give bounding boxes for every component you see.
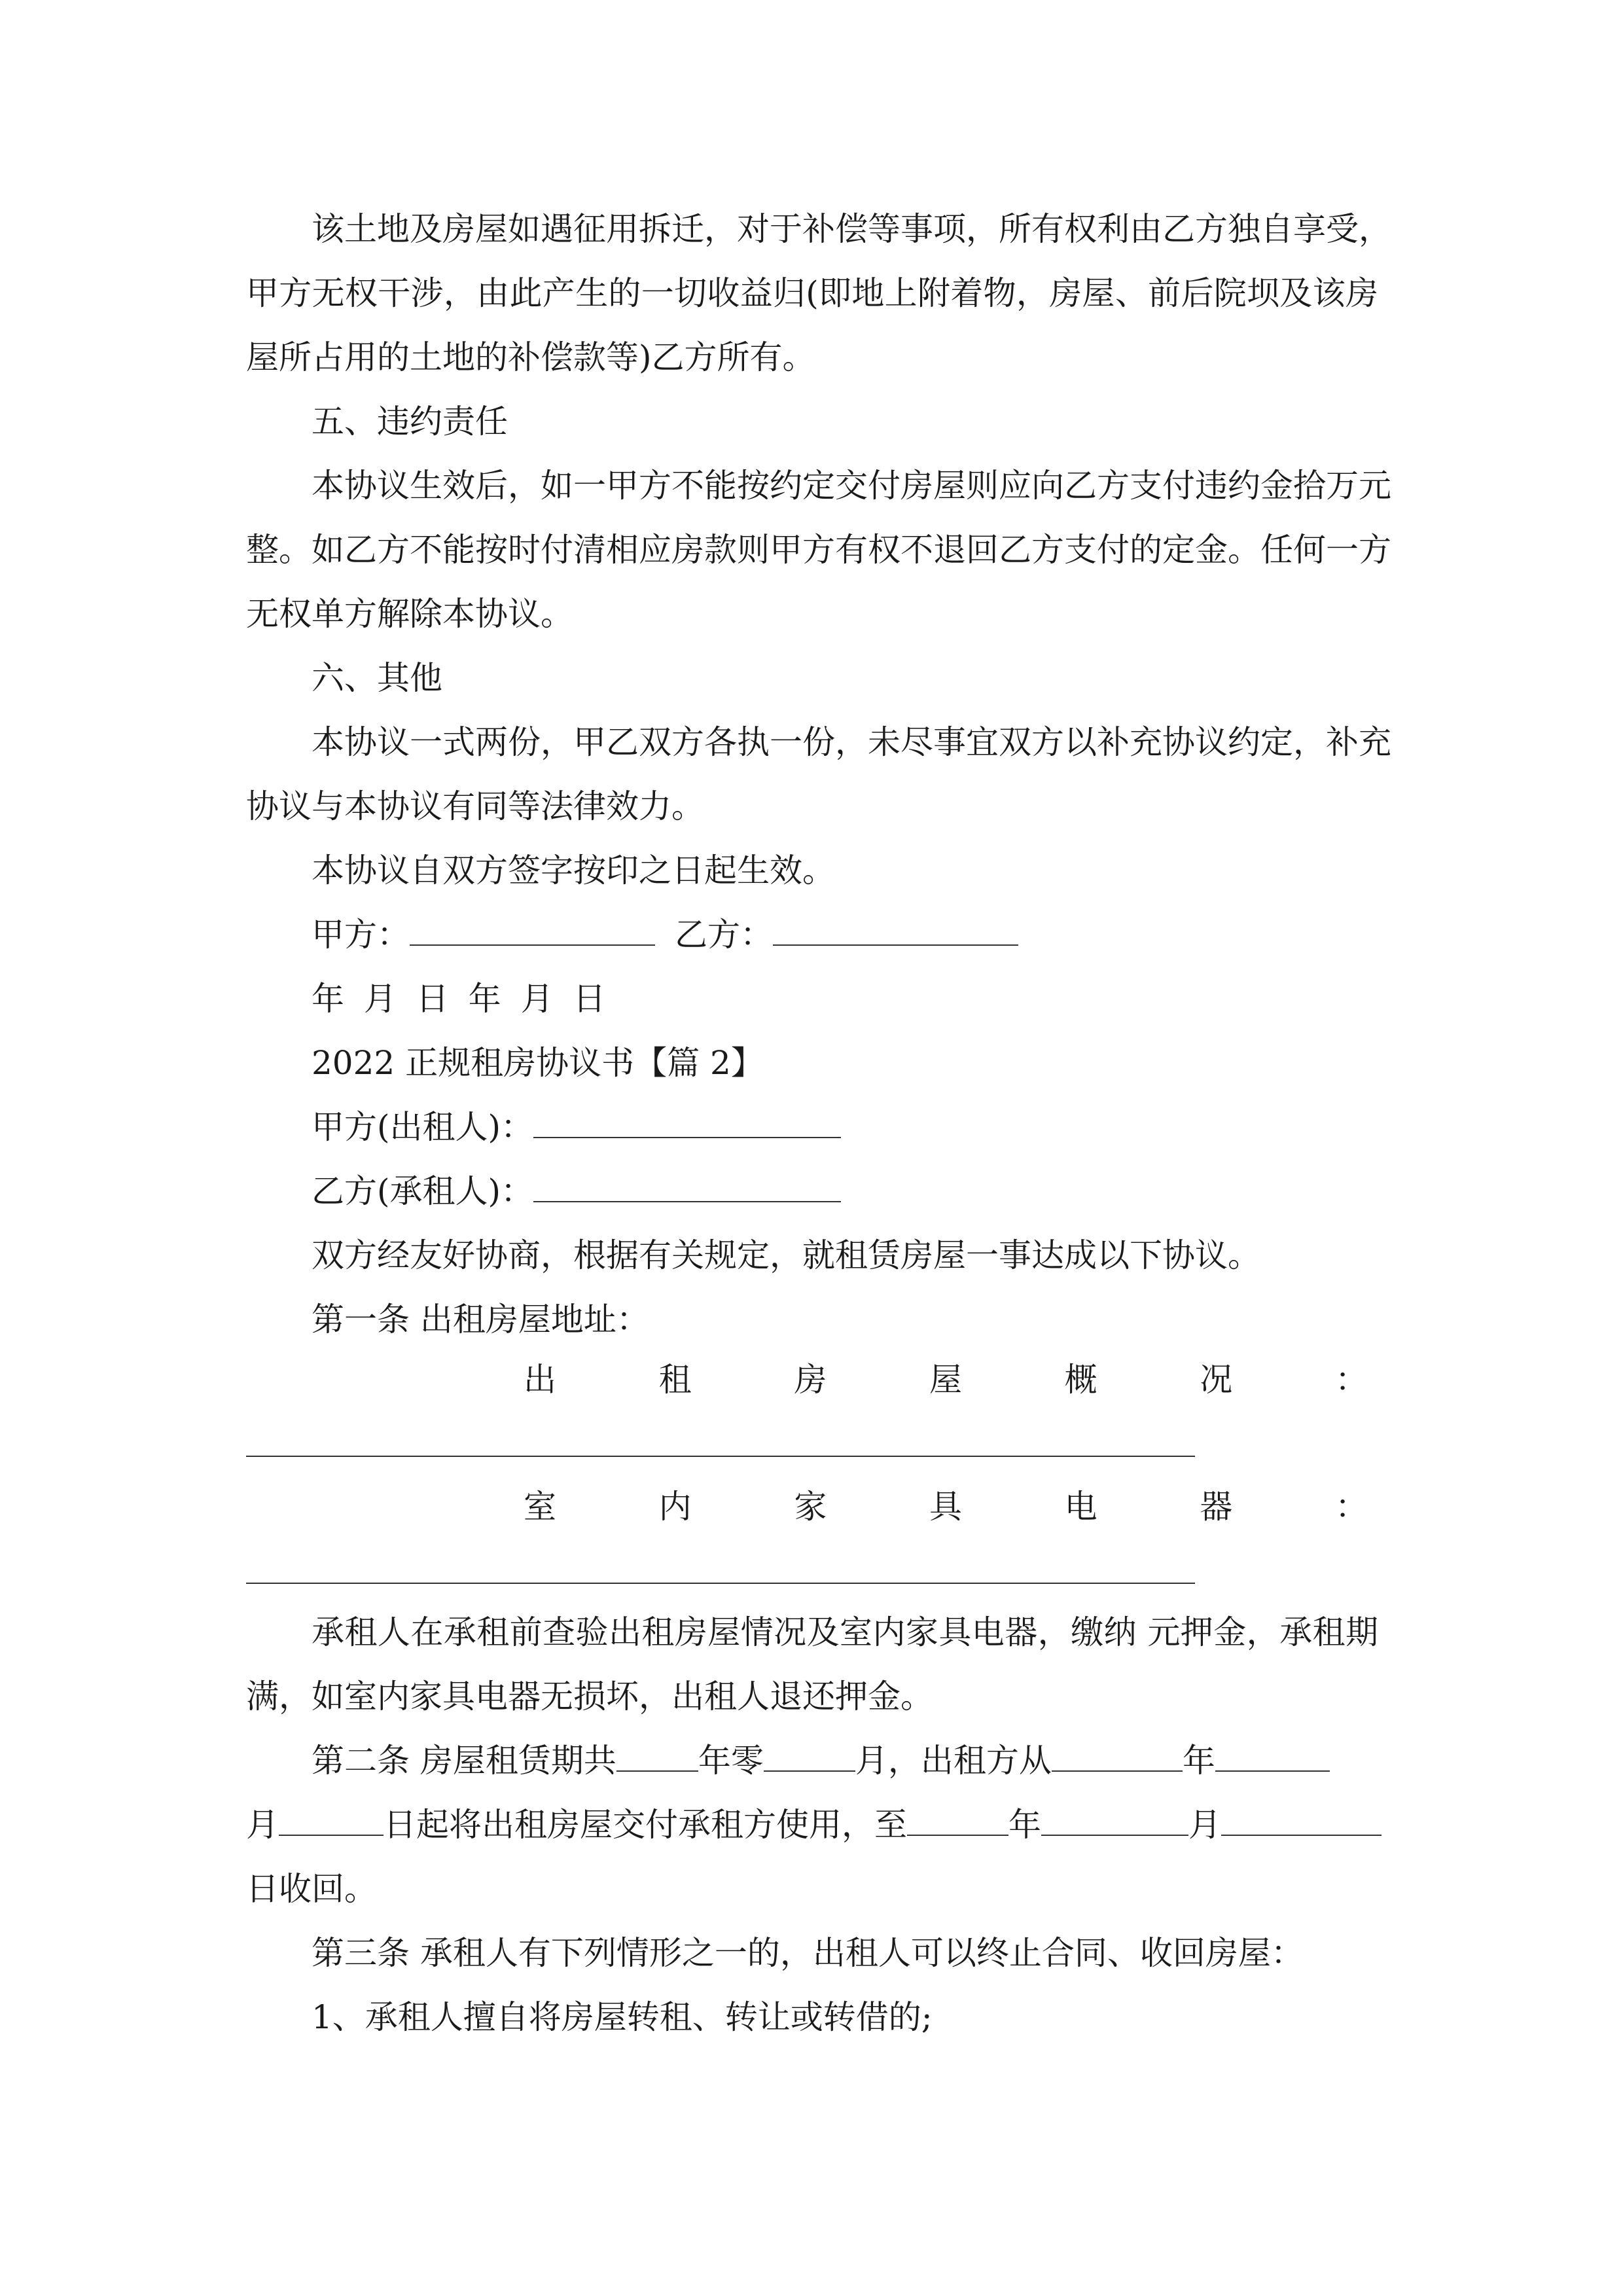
lessee-label: 乙方(承租人)： xyxy=(312,1172,534,1210)
spread-char: 概 xyxy=(1064,1361,1097,1399)
lessee-line xyxy=(312,1172,1378,1211)
spread-char: 出 xyxy=(524,1361,556,1399)
spread-char: 家 xyxy=(794,1488,827,1526)
spread-char: ： xyxy=(1334,1488,1368,1526)
text-span: 年零 xyxy=(698,1742,764,1780)
paragraph-line: 该土地及房屋如遇征用拆迁，对于补偿等事项，所有权利由乙方独自享受， xyxy=(312,210,1391,248)
paragraph-line: 承租人在承租前查验出租房屋情况及室内家具电器，缴纳 元押金，承租期 xyxy=(312,1613,1378,1651)
text-span: 年 xyxy=(1182,1742,1215,1780)
text-span: 第二条 房屋租赁期共 xyxy=(312,1742,616,1780)
party-b-blank[interactable] xyxy=(773,916,1018,946)
paragraph-line: 无权单方解除本协议。 xyxy=(246,595,573,633)
lessor-line xyxy=(312,1107,1378,1147)
overview-label xyxy=(524,1360,1368,1399)
text-span: 月 xyxy=(246,1806,279,1844)
spread-char: 租 xyxy=(658,1361,692,1399)
paragraph-line: 满，如室内家具电器无损坏，出租人退还押金。 xyxy=(246,1677,933,1715)
spread-char: 室 xyxy=(524,1488,556,1526)
start-month-blank[interactable] xyxy=(1215,1742,1330,1772)
lessor-label: 甲方(出租人)： xyxy=(312,1108,534,1146)
section-heading: 五、违约责任 xyxy=(312,403,508,440)
lessor-blank[interactable] xyxy=(533,1108,841,1138)
signature-line xyxy=(312,915,1378,954)
article-heading: 第一条 出租房屋地址： xyxy=(312,1300,649,1338)
paragraph-line: 本协议生效后，如一甲方不能按约定交付房屋则应向乙方支付违约金拾万元 xyxy=(312,467,1391,505)
start-year-blank[interactable] xyxy=(1052,1742,1183,1772)
spread-char: 内 xyxy=(658,1488,692,1526)
paragraph-line: 双方经友好协商，根据有关规定，就租赁房屋一事达成以下协议。 xyxy=(312,1236,1260,1274)
party-a-blank[interactable] xyxy=(410,916,655,946)
text-span: 月 xyxy=(1188,1806,1221,1844)
section-heading: 六、其他 xyxy=(312,659,442,697)
text-span: 日起将出租房屋交付承租方使用，至 xyxy=(383,1806,907,1844)
spread-char: 电 xyxy=(1064,1488,1097,1526)
start-day-blank[interactable] xyxy=(279,1806,383,1836)
spread-char: 况 xyxy=(1200,1361,1233,1399)
end-day-blank[interactable] xyxy=(1221,1806,1382,1836)
spread-char: 房 xyxy=(794,1361,827,1399)
paragraph-line: 屋所占用的土地的补偿款等)乙方所有。 xyxy=(246,338,815,376)
paragraph-line: 整。如乙方不能按时付清相应房款则甲方有权不退回乙方支付的定金。任何一方 xyxy=(246,531,1391,569)
spread-char: 屋 xyxy=(929,1361,962,1399)
date-line: 年 月 日 年 月 日 xyxy=(312,980,606,1018)
end-month-blank[interactable] xyxy=(1041,1806,1188,1836)
paragraph-line: 本协议自双方签字按印之日起生效。 xyxy=(312,852,835,889)
article-heading: 第三条 承租人有下列情形之一的，出租人可以终止合同、收回房屋： xyxy=(312,1934,1304,1972)
term-years-blank[interactable] xyxy=(616,1742,698,1772)
section-title: 2022 正规租房协议书【篇 2】 xyxy=(312,1044,764,1082)
article2-line2 xyxy=(246,1805,1378,1844)
furniture-label xyxy=(524,1487,1368,1526)
overview-blank-line[interactable] xyxy=(246,1456,1195,1457)
text-span: 年 xyxy=(1008,1806,1041,1844)
spread-char: 具 xyxy=(929,1488,962,1526)
term-months-blank[interactable] xyxy=(764,1742,855,1772)
paragraph-line: 协议与本协议有同等法律效力。 xyxy=(246,787,704,825)
spread-char: ： xyxy=(1334,1361,1368,1399)
paragraph-line: 甲方无权干涉，由此产生的一切收益归(即地上附着物，房屋、前后院坝及该房 xyxy=(246,274,1378,312)
text-span: 月，出租方从 xyxy=(855,1742,1052,1780)
party-b-label: 乙方： xyxy=(675,916,773,954)
spread-char: 器 xyxy=(1200,1488,1233,1526)
furniture-blank-line[interactable] xyxy=(246,1583,1195,1584)
party-a-label: 甲方： xyxy=(312,916,410,954)
list-item: 1、承租人擅自将房屋转租、转让或转借的; xyxy=(312,1998,933,2036)
paragraph-line: 本协议一式两份，甲乙双方各执一份，未尽事宜双方以补充协议约定，补充 xyxy=(312,723,1391,761)
article2-line1 xyxy=(312,1741,1378,1780)
end-year-blank[interactable] xyxy=(907,1806,1008,1836)
paragraph-line: 日收回。 xyxy=(246,1870,377,1908)
lessee-blank[interactable] xyxy=(533,1172,841,1202)
